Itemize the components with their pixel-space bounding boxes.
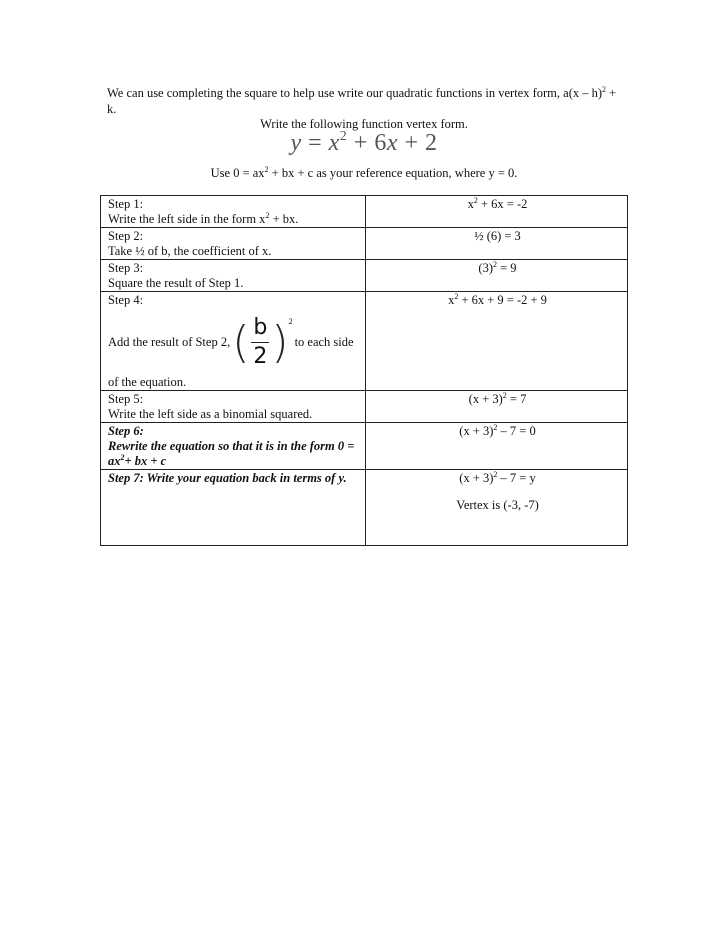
table-row <box>101 470 628 546</box>
eq-six: + 6 <box>347 130 387 156</box>
step-desc: Square the result of Step 1. <box>108 276 244 290</box>
step-title: Step 6: <box>108 424 144 438</box>
fraction-exponent: 2 <box>288 317 293 326</box>
fraction-bar <box>251 342 269 343</box>
result-cell: $x^2 + 6x + 9 = -2 + 9$ <box>366 292 628 391</box>
step-title: Step 3: <box>108 261 144 275</box>
intro-text-end: + k. <box>107 86 617 116</box>
step-desc <box>108 316 360 369</box>
table-row <box>101 228 628 260</box>
ref-exp: 2 <box>264 165 269 174</box>
step-desc: Write the left side in the form $x^2$ + bx. <box>108 211 299 226</box>
result-cell: ½ (6) = 3 <box>366 228 628 260</box>
step-desc: Take ½ of b, the coefficient of x. <box>108 244 272 258</box>
step-desc-text: Add the result of Step 2, <box>108 335 231 349</box>
fraction-b-over-2 <box>232 316 292 369</box>
steps-table <box>100 195 628 546</box>
step-desc: Step 7: Write your equation back in terms of y. <box>108 471 347 485</box>
fraction-numerator: b <box>253 315 268 340</box>
ref-text: Use 0 = ax <box>210 166 265 180</box>
table-row <box>101 260 628 292</box>
ref-text-end: + bx + c as your reference equation, where y = 0. <box>268 166 518 180</box>
table-row <box>101 391 628 423</box>
step-cell <box>101 423 366 470</box>
instruction-line: Write the following function vertex form. <box>260 117 468 131</box>
result-cell: $(x + 3)^2 = 7$ <box>366 391 628 423</box>
intro-paragraph <box>107 86 627 117</box>
step-cell <box>101 260 366 292</box>
eq-y: y <box>290 130 302 156</box>
reference-line <box>0 166 728 181</box>
main-equation <box>0 130 728 157</box>
step-title: Step 1: <box>108 197 144 211</box>
eq-exp: 2 <box>339 129 348 144</box>
step-title: Step 5: <box>108 392 144 406</box>
right-paren: ) <box>271 316 289 368</box>
step-cell <box>101 391 366 423</box>
step-desc: Rewrite the equation so that it is in the form $0 = ax^2+$ bx + c <box>108 439 355 468</box>
table-row <box>101 196 628 228</box>
table-row <box>101 292 628 391</box>
eq-tail: + 2 <box>398 130 438 156</box>
intro-exponent: 2 <box>602 85 607 94</box>
step-desc-text-2: to each side <box>294 335 354 349</box>
eq-x2: x <box>386 130 398 156</box>
eq-equals: = <box>301 130 329 156</box>
fraction <box>249 316 271 369</box>
step-cell <box>101 228 366 260</box>
fraction-denominator: 2 <box>253 344 268 369</box>
step-cell <box>101 292 366 391</box>
result-cell: $x^2 + 6x = -2$ <box>366 196 628 228</box>
table-row <box>101 423 628 470</box>
step-desc-end: of the equation. <box>108 375 187 389</box>
step-cell <box>101 196 366 228</box>
vertex-result: Vertex is (-3, -7) <box>456 498 539 512</box>
result-equation: $(x + 3)^2 - 7 = y$ <box>459 470 536 485</box>
step-title: Step 4: <box>108 293 144 307</box>
step-desc: Write the left side as a binomial squared. <box>108 407 313 421</box>
result-cell: $(x + 3)^2 - 7 = 0$ <box>366 423 628 470</box>
step-title: Step 2: <box>108 229 144 243</box>
result-cell <box>366 470 628 546</box>
intro-text: We can use completing the square to help use write our quadratic functions in vertex form, a(x – h) <box>107 86 603 100</box>
step-cell <box>101 470 366 546</box>
left-paren: ( <box>232 316 250 368</box>
eq-x: x <box>328 130 340 156</box>
result-cell: $(3)^2 = 9$ <box>366 260 628 292</box>
